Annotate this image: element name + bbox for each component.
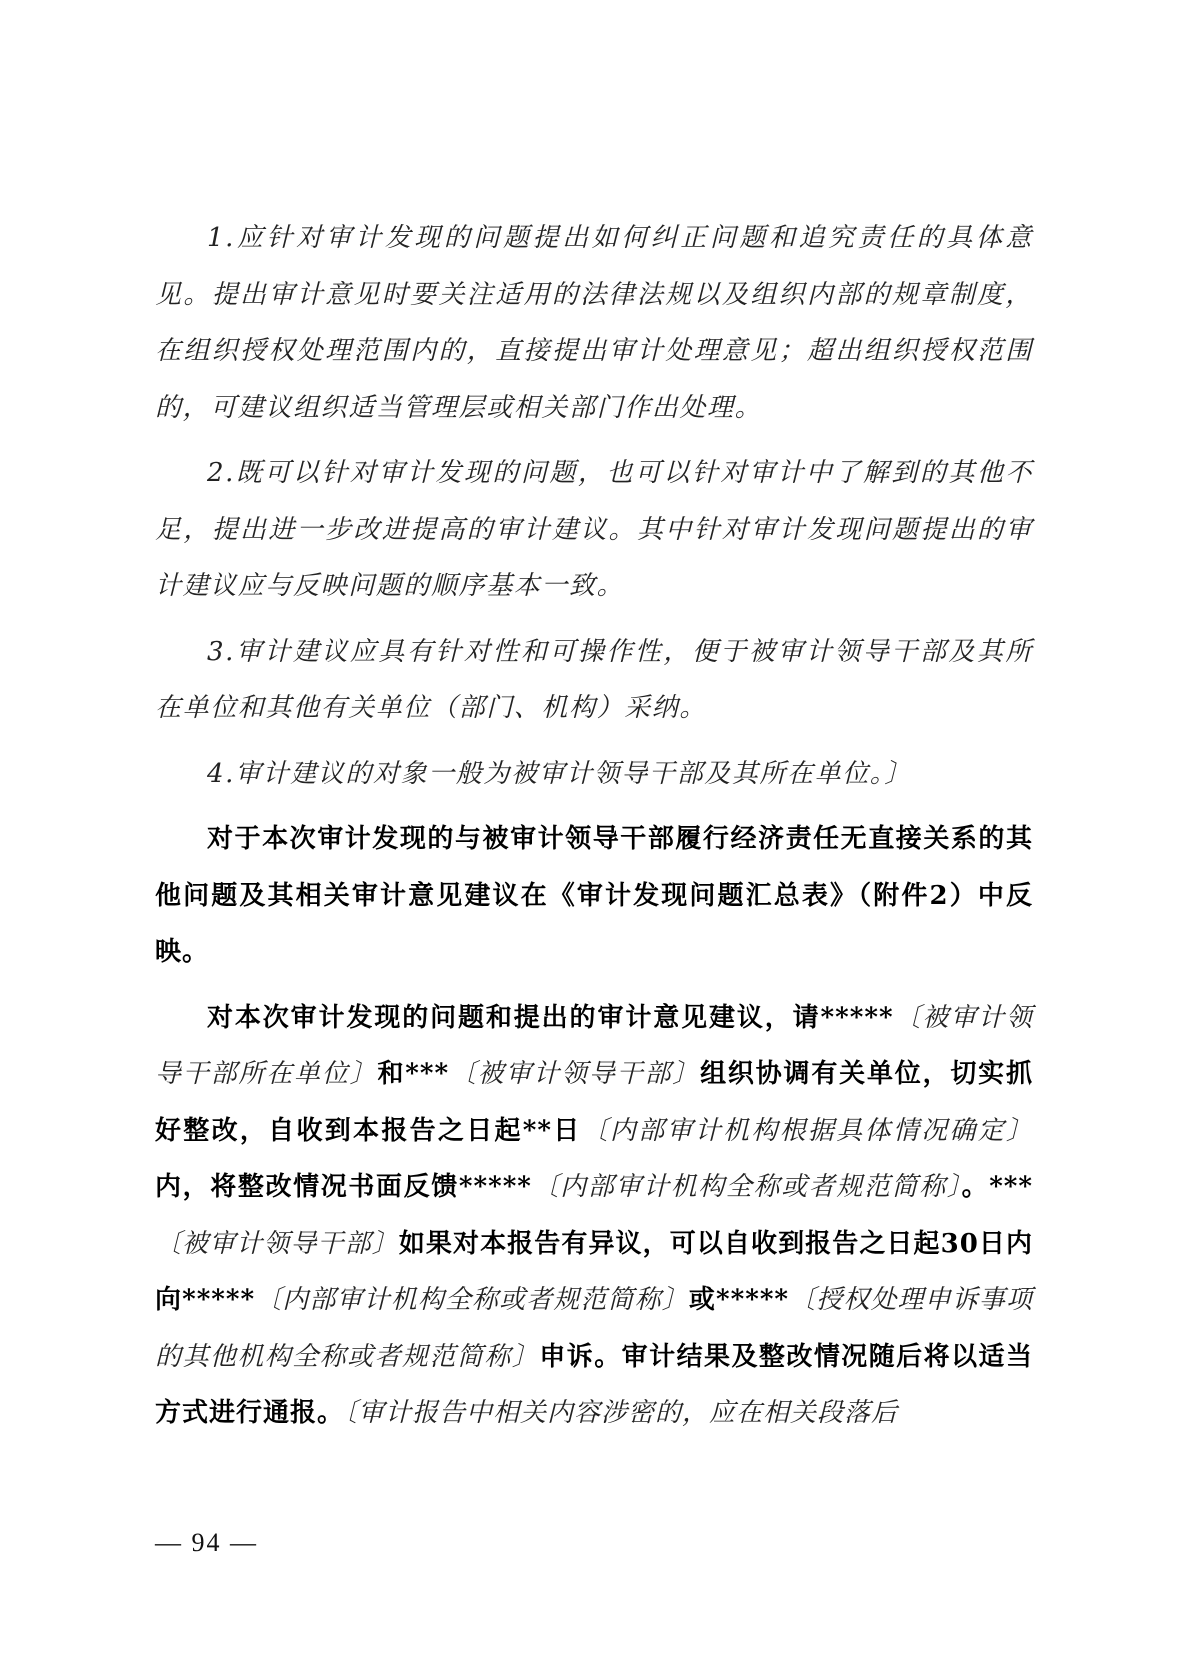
rectification-text-4: 内，将整改情况书面反馈***** <box>155 1172 532 1202</box>
placeholder-note-3: 〔内部审计机构根据具体情况确定〕 <box>581 1115 1033 1146</box>
placeholder-note-7: 〔授权处理申诉事项的其他机构全称或者规范简称〕 <box>155 1285 1033 1372</box>
rectification-text-1: 对本次审计发现的问题和提出的审计意见建议，请***** <box>207 1002 894 1033</box>
paragraph-other-issues: 对于本次审计发现的与被审计领导干部履行经济责任无直接关系的其他问题及其相关审计意见建议在《审计发现问题汇总表》（附件2）中反映。 <box>155 824 1033 967</box>
placeholder-note-4: 〔内部审计机构全称或者规范简称〕 <box>531 1172 962 1202</box>
paragraph-rectification <box>155 990 1033 1442</box>
placeholder-note-6: 〔内部审计机构全称或者规范简称〕 <box>255 1285 689 1315</box>
guidance-item-4: 4.审计建议的对象一般为被审计领导干部及其所在单位。〕 <box>207 758 913 789</box>
rectification-text-3: 组织协调有关单位，切实抓好整改，自收到本报告之日起**日 <box>155 1059 1033 1146</box>
guidance-item-3: 3.审计建议应具有针对性和可操作性，便于被审计领导干部及其所在单位和其他有关单位（部门、机构）采纳。 <box>155 636 1033 723</box>
rectification-text-5: 。*** <box>961 1172 1033 1202</box>
rectification-text-7: 或***** <box>688 1285 790 1315</box>
placeholder-note-2: 〔被审计领导干部〕 <box>449 1059 701 1089</box>
guidance-item-1: 1.应针对审计发现的问题提出如何纠正问题和追究责任的具体意见。提出审计意见时要关注适用的法律法规以及组织内部的规章制度，在组织授权处理范围内的，直接提出审计处理意见；超出组织授权范围的，可建议组织适当管理层或相关部门作出处理。 <box>155 223 1033 423</box>
page-body <box>155 210 1033 1451</box>
rectification-text-6: 如果对本报告有异议，可以自收到报告之日起30日内向***** <box>155 1228 1033 1315</box>
placeholder-note-1: 〔被审计领导干部所在单位〕 <box>155 1002 1033 1089</box>
placeholder-note-5: 〔被审计领导干部〕 <box>155 1228 399 1259</box>
page-number: — 94 — <box>155 1528 258 1557</box>
rectification-text-2: 和*** <box>377 1059 450 1089</box>
guidance-item-2: 2.既可以针对审计发现的问题，也可以针对审计中了解到的其他不足，提出进一步改进提高的审计建议。其中针对审计发现问题提出的审计建议应与反映问题的顺序基本一致。 <box>155 458 1033 601</box>
placeholder-note-8: 〔审计报告中相关内容涉密的，应在相关段落后 <box>344 1398 899 1428</box>
rectification-text-8: 申诉。审计结果及整改情况随后将以适当方式进行通报。 <box>155 1341 1033 1428</box>
